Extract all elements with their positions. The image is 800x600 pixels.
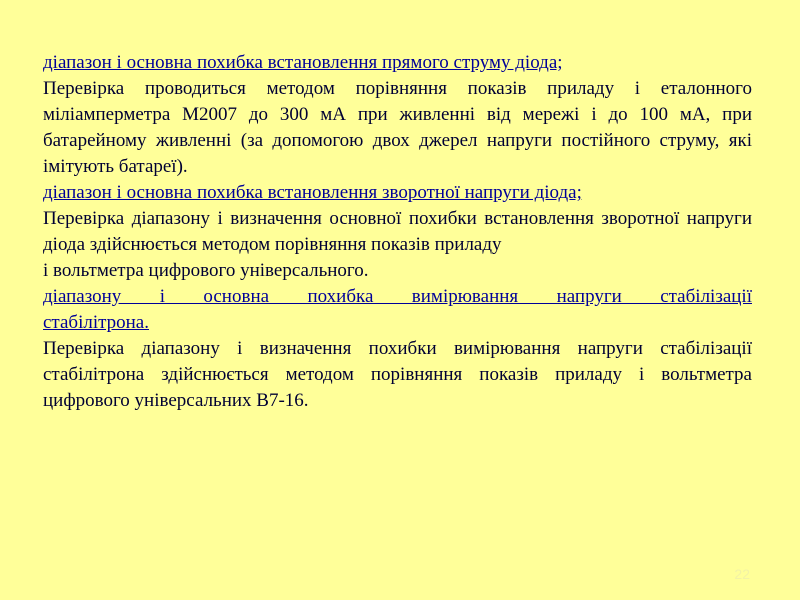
heading-zener-voltage-line2: стабілітрона. — [43, 312, 149, 333]
slide-number: 22 — [734, 566, 750, 582]
paragraph-zener-voltage: Перевірка діапазону і визначення похибки вимірювання напруги стабілізації стабілітрона здійснюється методом порівняння показів приладу і вольтметра цифрового універсальних В7-16. — [43, 338, 752, 411]
heading-zener-voltage-line1: діапазону і основна похибка вимірювання напруги стабілізації — [43, 286, 752, 307]
paragraph-forward-current: Перевірка проводиться методом порівняння показів приладу і еталонного міліамперметра М2007 до 300 мА при живленні від мережі і до 100 мА, при батарейному живленні (за допомогою двох джерел напруги постійного струму, які імітують батареї). — [43, 78, 752, 177]
heading-reverse-voltage: діапазон і основна похибка встановлення зворотної напруги діода; — [43, 182, 582, 203]
slide-content — [43, 50, 752, 414]
paragraph-reverse-voltage-cont: і вольтметра цифрового універсального. — [43, 260, 369, 281]
heading-forward-current: діапазон і основна похибка встановлення прямого струму діода; — [43, 52, 563, 73]
paragraph-reverse-voltage: Перевірка діапазону і визначення основної похибки встановлення зворотної напруги діода здійснюється методом порівняння показів приладу — [43, 208, 752, 255]
